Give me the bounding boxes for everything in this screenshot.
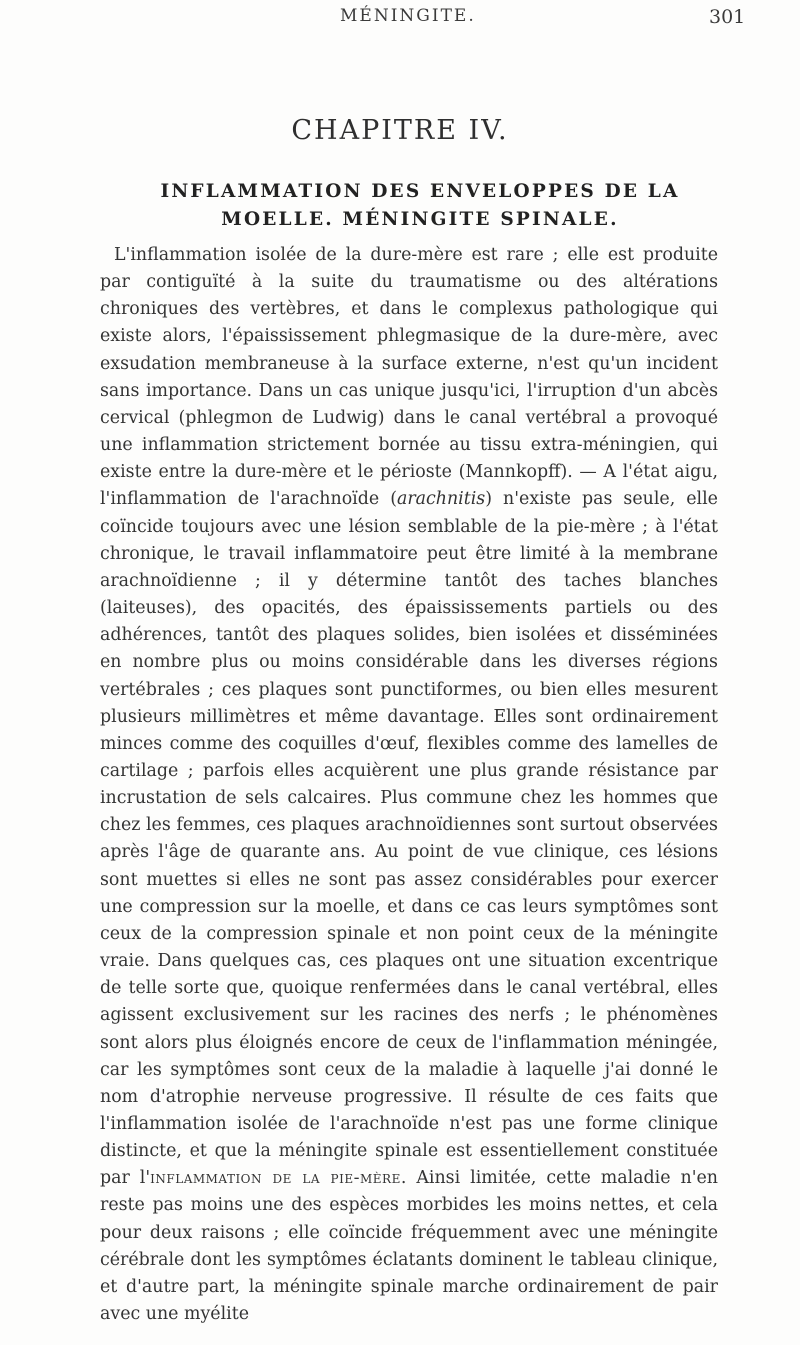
section-title: INFLAMMATION DES ENVELOPPES DE LA MOELLE. MÉNINGITE SPINALE.	[160, 181, 680, 230]
running-header	[0, 6, 800, 30]
paragraph	[100, 242, 718, 1328]
chapter-heading: CHAPITRE IV.	[291, 115, 509, 146]
page-number: 301	[709, 6, 746, 28]
paragraph-text-part3: . Ainsi limitée, cette maladie n'en reste pas moins une des espèces morbides les moins nettes, et cela pour deux raisons ; elle coïncide fréquemment avec une méningite cérébrale dont les symptômes éclatants dominent le tableau clinique, et d'autre part, la méningite spinale marche ordinairement de pair avec une myélite	[100, 1168, 718, 1325]
body-text	[100, 242, 718, 1328]
running-title: MÉNINGITE.	[340, 6, 476, 26]
paragraph-text-part1: L'inflammation isolée de la dure-mère est rare ; elle est produite par contiguïté à la suite du traumatisme ou des altérations chroniques des vertèbres, et dans le complexus pathologique qui existe alors, l'épaississement phlegmasique de la dure-mère, avec exsudation membraneuse à la surface externe, n'est qu'un incident sans importance. Dans un cas unique jusqu'ici, l'irruption d'un abcès cervical (phlegmon de Ludwig) dans le canal vertébral a provoqué une inflammation strictement bornée au tissu extra-méningien, qui existe entre la dure-mère et le périoste (Mannkopff). — A l'état aigu, l'inflammation de l'arachnoïde (	[100, 245, 718, 510]
italic-term: arachnitis	[396, 489, 486, 510]
smallcaps-term: inflammation de la pie-mère	[150, 1168, 401, 1189]
paragraph-text-part2: ) n'existe pas seule, elle coïncide toujours avec une lésion semblable de la pie-mère ; à l'état chronique, le travail inflammatoire peut être limité à la membrane arachnoïdienne ; il y détermine tantôt des taches blanches (laiteuses), des opacités, des épaississements partiels ou des adhérences, tantôt des plaques solides, bien isolées et disséminées en nombre plus ou moins considérable dans les diverses régions vertébrales ; ces plaques sont punctiformes, ou bien elles mesurent plusieurs millimètres et même davantage. Elles sont ordinairement minces comme des coquilles d'œuf, flexibles comme des lamelles de cartilage ; parfois elles acquièrent une plus grande résistance par incrustation de sels calcaires. Plus commune chez les hommes que chez les femmes, ces plaques arachnoïdiennes sont surtout observées après l'âge de quarante ans. Au point de vue clinique, ces lésions sont muettes si elles ne sont pas assez considérables pour exercer une compression sur la moelle, et dans ce cas leurs symptômes sont ceux de la compression spinale et non point ceux de la méningite vraie. Dans quelques cas, ces plaques ont une situation excentrique de telle sorte que, quoique renfermées dans le canal vertébral, elles agissent exclusivement sur les racines des nerfs ; le phénomènes sont alors plus éloignés encore de ceux de l'inflammation méningée, car les symptômes sont ceux de la maladie à laquelle j'ai donné le nom d'atrophie nerveuse progressive. Il résulte de ces faits que l'inflammation isolée de l'arachnoïde n'est pas une forme clinique distincte, et que la méningite spinale est essentiellement constituée par l'	[100, 489, 718, 1189]
